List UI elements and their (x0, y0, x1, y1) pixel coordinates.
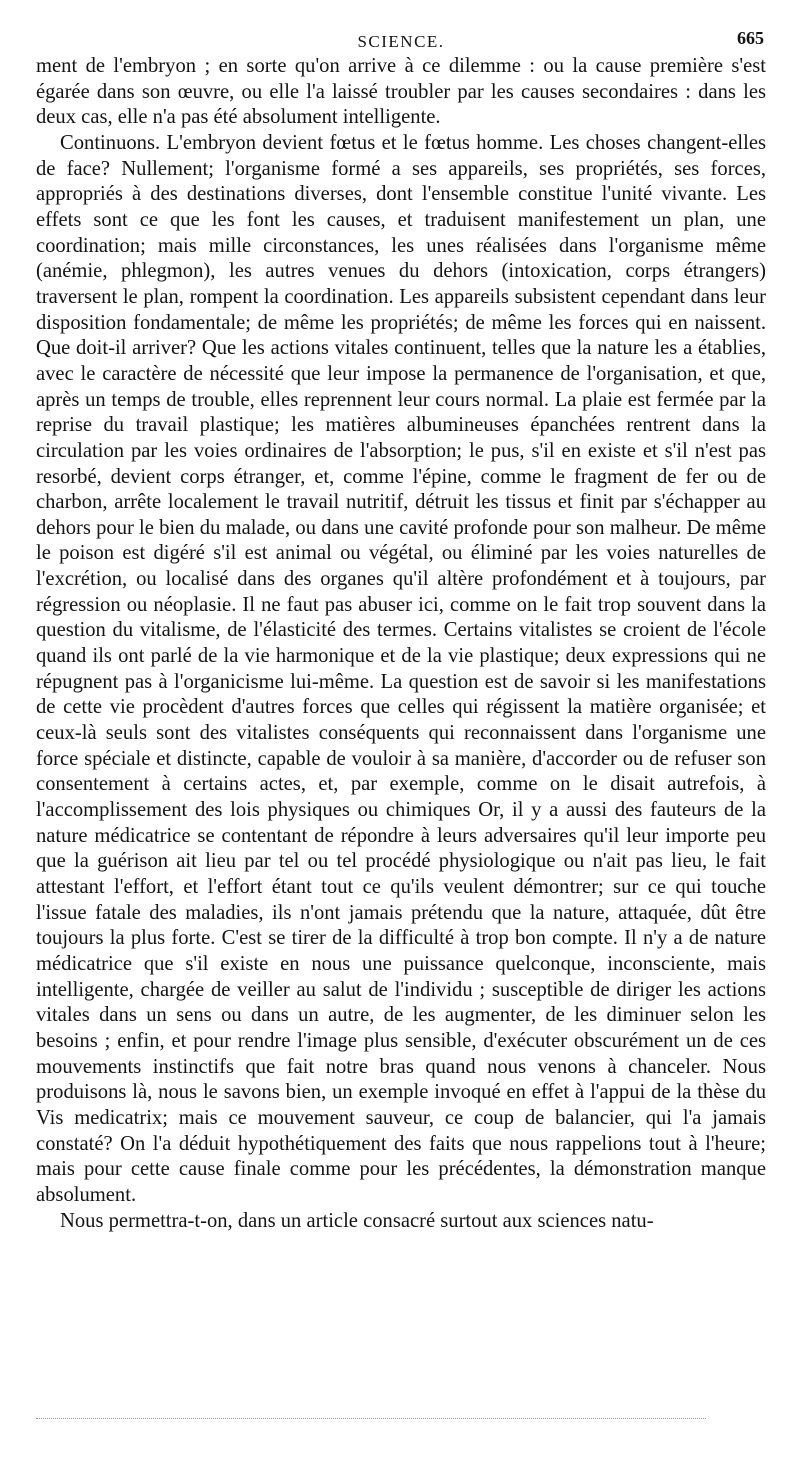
paragraph-nous-permettra: Nous permettra-t-on, dans un article consacré surtout aux sciences natu- (60, 1209, 654, 1232)
paragraph-continued: ment de l'embryon ; en sorte qu'on arrive à ce dilemme : ou la cause première s'est égarée dans son œuvre, ou elle l'a laissé troubler par les causes secondaires : dans les deux cas, elle n'a pas été absolument intelligente. (36, 55, 766, 129)
body-text (36, 54, 766, 1234)
running-head-title: SCIENCE. (357, 32, 445, 51)
paragraph-continuons: Continuons. L'embryon devient fœtus et le fœtus homme. Les choses changent-elles de face? Nullement; l'organisme formé a ses appareils, ses propriétés, ses forces, appropriés à des destinations diverses, dont l'ensemble constitue l'unité vivante. Les effets sont ce que les font les causes, et traduisent manifestement un plan, une coordination; mais mille circonstances, les unes réalisées dans l'organisme même (anémie, phlegmon), les autres venues du dehors (intoxication, corps étrangers) traversent le plan, rompent la coordination. Les appareils subsistent cependant dans leur disposition fondamentale; de même les propriétés; de même les forces qui en naissent. Que doit-il arriver? Que les actions vitales continuent, telles que la nature les a établies, avec le caractère de nécessité que leur impose la permanence de l'organisation, et que, après un temps de trouble, elles reprennent leur cours normal. La plaie est fermée par la reprise du travail plastique; les matières albumineuses épanchées rentrent dans la circulation par les voies ordinaires de l'absorption; le pus, s'il en existe et s'il n'est pas resorbé, devient corps étranger, et, comme l'épine, comme le fragment de fer ou de charbon, arrête localement le travail nutritif, détruit les tissus et finit par s'échapper au dehors pour le bien du malade, ou dans une cavité profonde pour son malheur. De même le poison est digéré s'il est animal ou végétal, ou éliminé par les voies naturelles de l'excrétion, ou localisé dans des organes qu'il altère profondément et à toujours, par régression ou néoplasie. Il ne faut pas abuser ici, comme on le fait trop souvent dans la question du vitalisme, de l'élasticité des termes. Certains vitalistes se croient de l'école quand ils ont parlé de la vie harmonique et de la vie plastique; deux expressions qui ne répugnent pas à l'organicisme lui-même. La question est de savoir si les manifestations de cette vie procèdent d'autres forces que celles qui régissent la matière organisée; et ceux-là seuls sont des vitalistes conséquents qui reconnaissent dans l'organisme une force spéciale et distincte, capable de vouloir à sa manière, d'accorder ou de refuser son consentement à certains actes, et, par exemple, comme on le disait autrefois, à l'accomplissement des lois physiques ou chimiques Or, il y a aussi des fauteurs de la nature médicatrice se contentant de répondre à leurs adversaires qu'il leur importe peu que la guérison ait lieu par tel ou tel procédé physiologique ou n'ait pas lieu, le fait attestant l'effort, et l'effort étant tout ce qu'ils veulent démontrer; sur ce qui touche l'issue fatale des maladies, ils n'ont jamais prétendu que la nature, attaquée, dût être toujours la plus forte. C'est se tirer de la difficulté à trop bon compte. Il n'y a de nature médicatrice que s'il existe en nous une puissance quelconque, inconsciente, mais intelligente, chargée de veiller au salut de l'individu ; susceptible de diriger les actions vitales dans un sens ou dans un autre, de les augmenter, de les diminuer selon les besoins ; enfin, et pour rendre l'image plus sensible, d'exécuter obscurément un de ces mouvements instinctifs que fait notre bras quand nous venons à chanceler. Nous produisons là, nous le savons bien, un exemple invoqué en effet à l'appui de la thèse du Vis medicatrix; mais ce mouvement sauveur, ce coup de balancier, qui l'a jamais constaté? On l'a déduit hypothétiquement des faits que nous rappelions tout à l'heure; mais pour cette cause finale comme pour les précédentes, la démonstration manque absolument. (36, 131, 766, 1206)
running-head (36, 28, 766, 54)
footer-dotted-rule (36, 1418, 706, 1419)
document-page (36, 28, 766, 1234)
page-number: 665 (737, 28, 764, 48)
